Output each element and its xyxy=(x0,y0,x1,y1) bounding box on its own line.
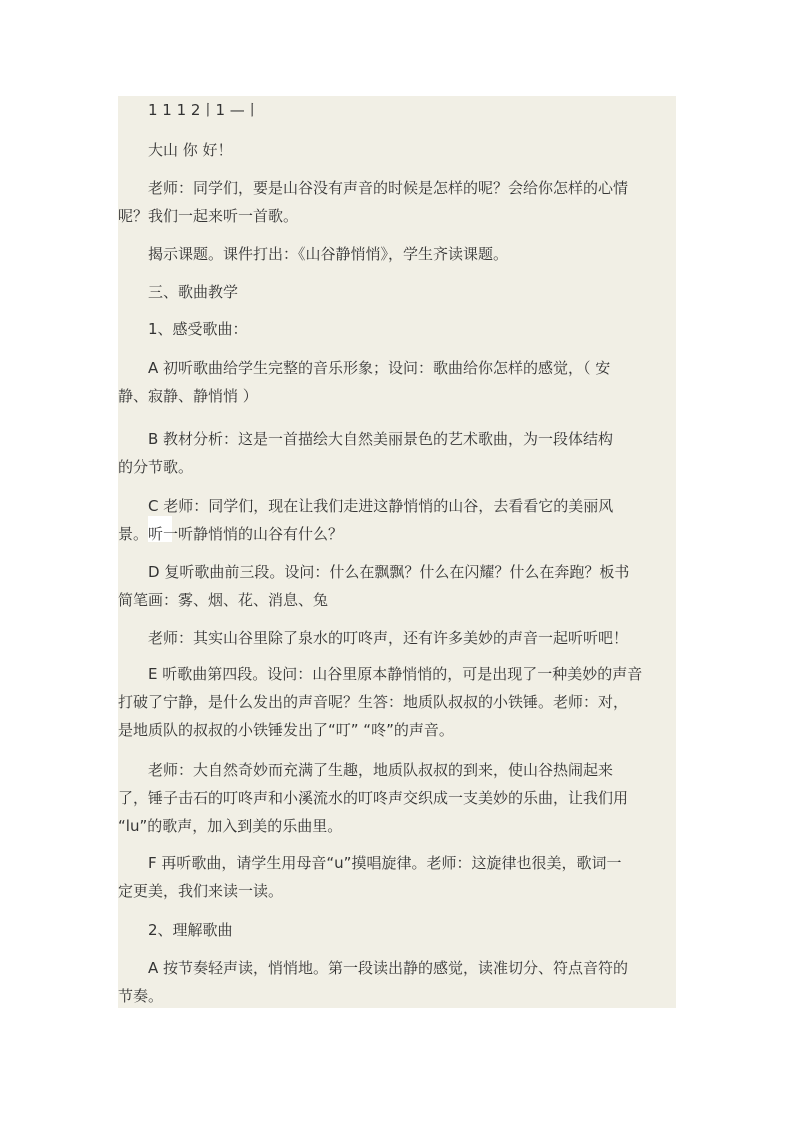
paragraph-line: 节奏。 xyxy=(118,987,164,1005)
paragraph-line: 1、感受歌曲： xyxy=(148,320,248,338)
paragraph-line: 大山 你 好！ xyxy=(148,141,233,159)
paragraph-line: 是地质队的叔叔的小铁锤发出了“叮” “咚”的声音。 xyxy=(118,721,454,739)
paragraph xyxy=(118,624,676,652)
subsection-heading xyxy=(118,916,676,944)
paragraph-line: A 按节奏轻声读，悄悄地。第一段读出静的感觉，读准切分、符点音符的 xyxy=(148,959,629,977)
paragraph-line: 呢？我们一起来听一首歌。 xyxy=(118,207,299,225)
paragraph-line: 2、理解歌曲 xyxy=(148,921,233,939)
paragraph-line: 三、歌曲教学 xyxy=(148,283,239,301)
paragraph-line: 打破了宁静，是什么发出的声音呢？生答：地质队叔叔的小铁锤。老师：对， xyxy=(118,693,629,711)
paragraph xyxy=(118,425,676,481)
paragraph xyxy=(118,660,676,744)
lyric-line xyxy=(118,136,676,164)
paragraph-line: “lu”的歌声，加入到美的乐曲里。 xyxy=(118,817,343,835)
paragraph-line: 老师：其实山谷里除了泉水的叮咚声，还有许多美妙的声音一起听听吧！ xyxy=(148,629,629,647)
paragraph-line: 揭示课题。课件打出：《山谷静悄悄》，学生齐读课题。 xyxy=(148,245,509,263)
paragraph-line: 老师：大自然奇妙而充满了生趣，地质队叔叔的到来，使山谷热闹起来 xyxy=(148,761,614,779)
notation-line xyxy=(118,96,676,124)
paragraph-line: 定更美，我们来读一读。 xyxy=(118,882,284,900)
paragraph-line: 的分节歌。 xyxy=(118,458,194,476)
paragraph-line: 简笔画：雾、烟、花、消息、兔 xyxy=(118,591,329,609)
paragraph-line: 静、寂静、静悄悄 ） xyxy=(118,387,258,405)
document-page xyxy=(118,96,676,1008)
subsection-heading xyxy=(118,315,676,343)
paragraph-line: 老师：同学们，要是山谷没有声音的时候是怎样的呢？会给你怎样的心情 xyxy=(148,179,629,197)
section-heading xyxy=(118,278,676,306)
paragraph xyxy=(118,492,676,548)
paragraph-line: 1 1 1 2丨1 —丨 xyxy=(148,101,260,119)
paragraph-line: C 老师：同学们，现在让我们走进这静悄悄的山谷，去看看它的美丽风 xyxy=(148,497,614,515)
paragraph-line: E 听歌曲第四段。设问：山谷里原本静悄悄的，可是出现了一种美妙的声音 xyxy=(148,665,643,683)
paragraph-line: 了，锤子击石的叮咚声和小溪流水的叮咚声交织成一支美妙的乐曲，让我们用 xyxy=(118,789,629,807)
paragraph-line: A 初听歌曲给学生完整的音乐形象；设问：歌曲给你怎样的感觉，（ 安 xyxy=(148,359,611,377)
paragraph xyxy=(118,849,676,905)
paragraph xyxy=(118,558,676,614)
paragraph-line: F 再听歌曲，请学生用母音“u”摸唱旋律。老师：这旋律也很美，歌词一 xyxy=(148,854,622,872)
paragraph xyxy=(118,354,676,410)
paragraph-line: 景。听一听静悄悄的山谷有什么？ xyxy=(118,525,344,543)
paragraph xyxy=(118,174,676,230)
paragraph xyxy=(118,756,676,840)
paragraph xyxy=(118,240,676,268)
paragraph xyxy=(118,954,676,1010)
paragraph-line: D 复听歌曲前三段。设问：什么在飘飘？什么在闪耀？什么在奔跑？板书 xyxy=(148,563,630,581)
paragraph-line: B 教材分析：这是一首描绘大自然美丽景色的艺术歌曲，为一段体结构 xyxy=(148,430,614,448)
